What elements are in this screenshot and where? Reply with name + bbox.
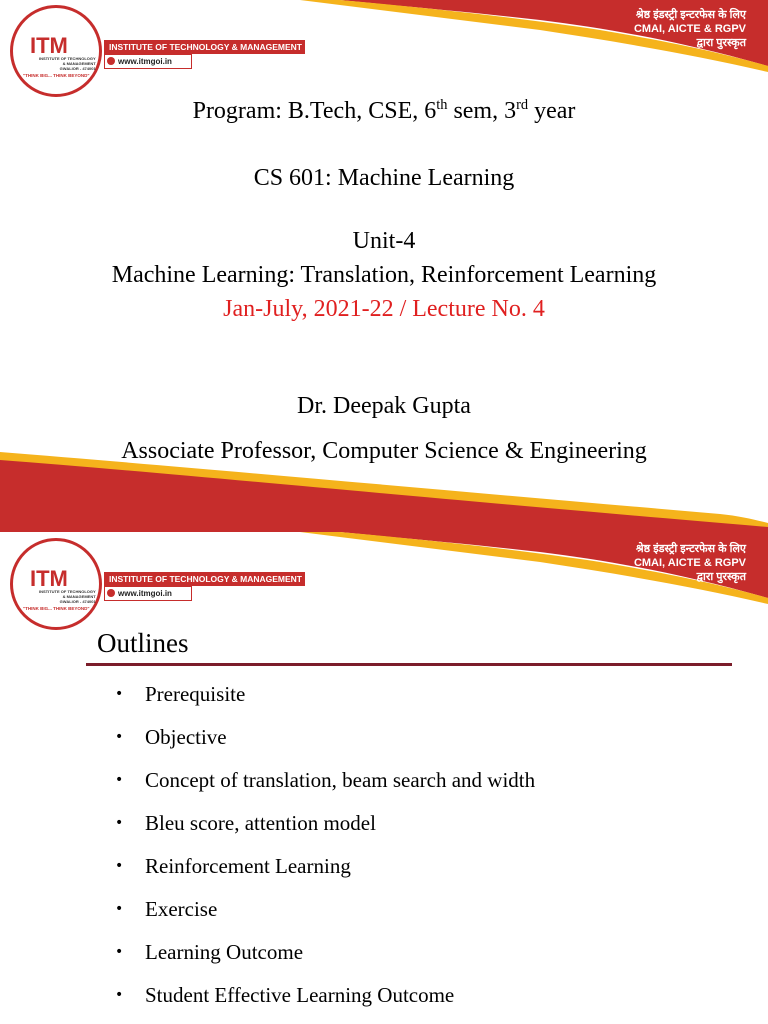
itm-logo-caption: INSTITUTE OF TECHNOLOGY & MANAGEMENT GWALIOR - 474001 <box>39 589 96 604</box>
bullet-icon: • <box>115 944 124 960</box>
itm-logo <box>10 538 102 630</box>
list-item: • Student Effective Learning Outcome <box>115 983 455 1007</box>
institute-name: INSTITUTE OF TECHNOLOGY & MANAGEMENT <box>104 40 305 54</box>
title-divider <box>86 663 732 666</box>
itm-logo-text: ITM <box>30 33 68 58</box>
list-item: • Concept of translation, beam search and width <box>115 768 536 792</box>
bullet-icon: • <box>115 987 124 1003</box>
itm-logo-caption: INSTITUTE OF TECHNOLOGY & MANAGEMENT GWALIOR - 474001 <box>39 56 96 71</box>
bullet-icon: • <box>115 729 124 745</box>
website-link[interactable]: www.itmgoi.in <box>104 586 192 601</box>
list-item: • Prerequisite <box>115 682 246 706</box>
bullet-icon: • <box>115 901 124 917</box>
globe-icon <box>107 57 115 65</box>
itm-logo <box>10 5 102 97</box>
itm-logo-tagline: "THINK BIG... THINK BEYOND" <box>23 606 90 611</box>
bullet-icon: • <box>115 815 124 831</box>
list-item: • Exercise <box>115 897 218 921</box>
session-lecture: Jan-July, 2021-22 / Lecture No. 4 <box>223 296 545 322</box>
bullet-icon: • <box>115 858 124 874</box>
outline-list <box>115 682 535 1024</box>
presenter-name: Dr. Deepak Gupta <box>297 393 471 419</box>
unit-title: Machine Learning: Translation, Reinforcement Learning <box>111 262 657 288</box>
course-title: CS 601: Machine Learning <box>253 165 515 191</box>
itm-logo-tagline: "THINK BIG... THINK BEYOND" <box>23 73 90 78</box>
award-text: श्रेष्ठ इंडस्ट्री इन्टरफेस के लिए CMAI, AICTE & RGPV द्वारा पुरस्कृत <box>633 543 746 583</box>
list-item: • Objective <box>115 725 227 749</box>
website-link[interactable]: www.itmgoi.in <box>104 54 192 69</box>
presenter-designation: Associate Professor, Computer Science & Engineering <box>121 438 647 464</box>
unit-number: Unit-4 <box>352 228 416 254</box>
list-item: • Bleu score, attention model <box>115 811 376 835</box>
outline-title: Outlines <box>97 628 189 658</box>
itm-logo-text: ITM <box>30 566 68 591</box>
award-text: श्रेष्ठ इंडस्ट्री इन्टरफेस के लिए CMAI, AICTE & RGPV द्वारा पुरस्कृत <box>633 9 746 49</box>
bullet-icon: • <box>115 686 124 702</box>
list-item: • Reinforcement Learning <box>115 854 351 878</box>
program-line: Program: B.Tech, CSE, 6th sem, 3rd year <box>192 97 576 124</box>
list-item: • Learning Outcome <box>115 940 304 964</box>
outline-slide <box>0 532 768 1024</box>
globe-icon <box>107 589 115 597</box>
institute-name: INSTITUTE OF TECHNOLOGY & MANAGEMENT <box>104 572 305 586</box>
bullet-icon: • <box>115 772 124 788</box>
